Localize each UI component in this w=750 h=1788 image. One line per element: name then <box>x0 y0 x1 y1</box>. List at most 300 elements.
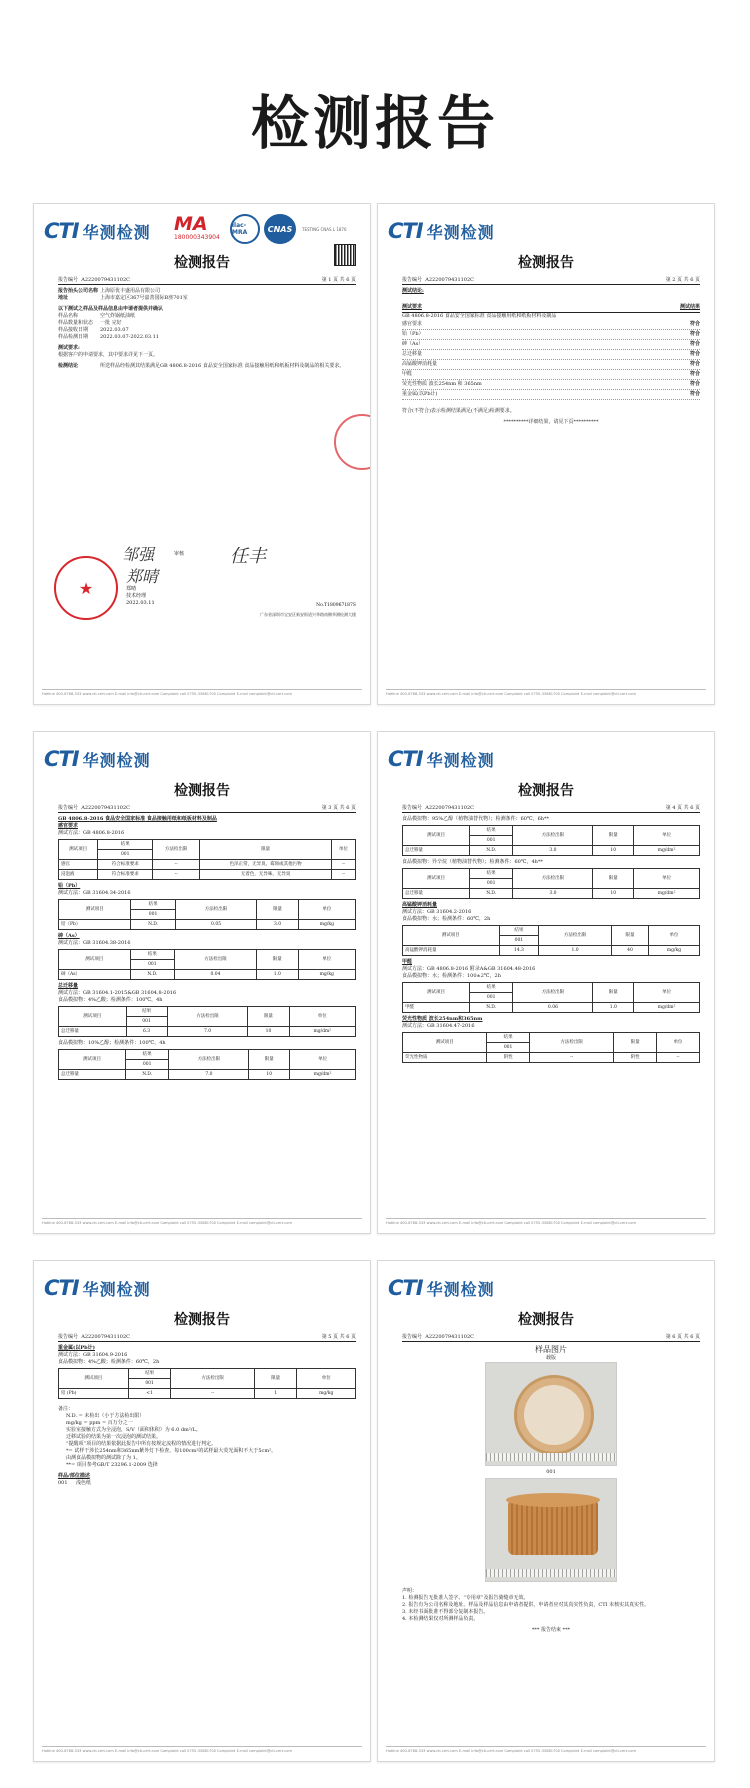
th-sub: 001 <box>499 936 539 946</box>
cell: 14.3 <box>499 946 539 956</box>
th-sub: 001 <box>469 836 513 846</box>
field-key: 样品检测日期 <box>58 334 89 340</box>
summary-item <box>402 380 700 390</box>
cell: 砷（As） <box>59 970 131 980</box>
item-name: 感官要求 <box>402 321 423 327</box>
th: 结果 <box>128 1369 171 1379</box>
cell: mg/dm² <box>290 1070 356 1080</box>
summary-item <box>402 360 700 370</box>
cell: 无着色，无异味，无异臭 <box>200 870 332 880</box>
item-result: 符合 <box>689 331 700 337</box>
th: 限量 <box>256 950 298 970</box>
cell: 7.0 <box>167 1027 248 1037</box>
th: 方法检出限 <box>171 1369 255 1389</box>
th: 结果 <box>130 950 175 960</box>
sample-photo-top <box>485 1362 617 1466</box>
doc-title: 检测报告 <box>518 255 574 271</box>
cell: mg/kg <box>298 920 355 930</box>
th: 结果 <box>126 1007 167 1017</box>
condition-line: 食品模拟物：95%乙醇（植物油替代物）；检测条件：60℃，6h** <box>402 816 549 822</box>
report-page-4[interactable] <box>377 731 715 1234</box>
th: 单位 <box>634 826 700 846</box>
field-value: 上海市嘉定区367号嘉善国际B座701室 <box>100 295 188 301</box>
item-name: 总迁移量 <box>402 351 423 357</box>
th: 限量 <box>257 900 299 920</box>
cell: 3.0 <box>513 889 593 899</box>
th: 限量 <box>593 983 634 1003</box>
th: 结果 <box>487 1033 530 1043</box>
sample-row <box>58 320 356 327</box>
doc-title: 检测报告 <box>174 1312 230 1328</box>
company-seal-icon: ★ <box>54 556 118 620</box>
cell: 总迁移量 <box>59 1070 126 1080</box>
certification-logos <box>174 214 347 244</box>
field-key: 样品数量和状态 <box>58 320 94 326</box>
cell: mg/kg <box>648 946 699 956</box>
cti-logo-cn: 华测检测 <box>426 750 495 770</box>
cell: 总迁移量 <box>403 889 470 899</box>
th: 单位 <box>331 840 355 860</box>
condition-line: 食品模拟物：10%乙醇；检测条件：100℃，4h <box>58 1040 166 1046</box>
signer-block <box>126 586 155 607</box>
sample-id: 001 <box>58 1480 68 1486</box>
page-3-body <box>58 816 356 1083</box>
summary-item <box>402 320 700 330</box>
th: 测试项目 <box>59 840 98 860</box>
sample-row <box>58 327 356 334</box>
report-page-2[interactable] <box>377 203 715 705</box>
section-title: 高锰酸钾消耗量 <box>402 902 438 908</box>
review-label: 审核 <box>174 551 185 557</box>
page-1-body <box>58 288 356 370</box>
description-row <box>58 1480 356 1487</box>
page-footer: Hotline 400-6788-333 www.cti-cert.com E-mail info@cti-cert.com Complaint call 0755-33681700 Complaint E-mail complaint@cti-cert.com <box>386 1746 706 1753</box>
th: 方法检出限 <box>175 950 257 970</box>
page-number: 第 4 页 共 6 页 <box>665 805 700 811</box>
col-item: 测试要求 <box>402 304 423 310</box>
result-table <box>402 868 700 899</box>
result-table <box>402 825 700 856</box>
cell: mg/kg <box>298 970 355 980</box>
cti-logo-text: CTI <box>388 1276 423 1300</box>
th: 单位 <box>298 950 355 970</box>
field-key: 地址 <box>58 295 69 301</box>
field-value: 2022.03.07-2022.03.11 <box>100 334 159 340</box>
cell: <1 <box>128 1389 171 1399</box>
sample-photo-side <box>485 1478 617 1582</box>
sample-row <box>58 313 356 320</box>
doc-title: 检测报告 <box>174 783 230 799</box>
th-sub: 001 <box>98 850 153 860</box>
method-line: 测试方法：GB 31604.2-2016 <box>402 909 472 915</box>
page-number: 第 6 页 共 6 页 <box>665 1334 700 1340</box>
signer-title: 技术经理 <box>126 593 147 599</box>
description-label: 样品/部位描述 <box>58 1473 90 1479</box>
cti-logo-text: CTI <box>388 747 423 771</box>
table-row <box>59 1389 356 1399</box>
note-item: *= 试样干涉长254nm和365nm紫外灯下检查，每100cm²的试样最大荧光面积不大于5cm²。 <box>66 1448 277 1454</box>
section-title: 铅（Pb） <box>58 883 81 889</box>
report-header-line <box>402 1333 700 1342</box>
cell: N.D. <box>469 846 513 856</box>
th: 单位 <box>297 1369 356 1389</box>
page-5-body <box>58 1345 356 1487</box>
cell: 0.04 <box>175 970 257 980</box>
note-item: 实验室接触方式为全浸泡，S/V（面积体积）为 6.0 dm²/L。 <box>66 1427 201 1433</box>
cell: -- <box>331 860 355 870</box>
item-result: 符合 <box>689 351 700 357</box>
th: 方法检出限 <box>175 900 257 920</box>
th: 限量 <box>200 840 332 860</box>
cti-logo-text: CTI <box>44 219 79 243</box>
item-result: 符合 <box>689 361 700 367</box>
result-table <box>58 1006 356 1037</box>
table-row <box>59 970 356 980</box>
table-row <box>59 920 356 930</box>
signature-1: 邹强 <box>122 545 155 564</box>
cell: -- <box>331 870 355 880</box>
col-result: 测试结果 <box>679 304 700 310</box>
page-number: 第 2 页 共 6 页 <box>665 277 700 283</box>
method-line: 测试方法：GB 4806.8-2016 <box>58 830 125 836</box>
page-2-body <box>402 288 700 426</box>
reference-no: No.T180967187S <box>316 603 356 608</box>
report-end: *** 报告结束 *** <box>531 1627 571 1633</box>
cma-mark: MA <box>174 213 208 235</box>
page-title: 检测报告 <box>250 89 499 157</box>
condition-line: 食品模拟物：4%乙酸；检测条件：100℃，4h <box>58 997 163 1003</box>
report-header-line <box>402 804 700 813</box>
condition-line: 食品模拟物：水；检测条件：60℃，2h <box>402 916 491 922</box>
field-key: 样品名称 <box>58 313 79 319</box>
cell: mg/dm² <box>634 1003 700 1013</box>
item-name: 重金属(以Pb计) <box>402 391 438 397</box>
cnas-icon: CNAS <box>264 214 296 244</box>
field-row <box>58 295 356 302</box>
th: 测试项目 <box>59 900 131 920</box>
condition-line: 食品模拟物：异辛烷（植物油替代物）；检测条件：60℃，4h** <box>402 859 543 865</box>
cell: 总迁移量 <box>403 846 470 856</box>
statement-item: 2. 报告有为公司名称及地址、样品及样品信息由申请者提供，申请者应对其真实性负责，CTI 未核实其真实性。 <box>402 1602 650 1608</box>
th-sub: 001 <box>469 993 513 1003</box>
th-sub: 001 <box>469 879 513 889</box>
cti-logo-cn: 华测检测 <box>426 1279 495 1299</box>
th: 测试项目 <box>59 1369 129 1389</box>
note-item: 由测食品模拟物的测试除了为 1。 <box>66 1455 141 1461</box>
doc-title: 检测报告 <box>518 1312 574 1328</box>
field-value: 一批 完好 <box>100 320 122 326</box>
report-header-line <box>58 1333 356 1342</box>
cell: 荧光性物质 <box>403 1053 487 1063</box>
th-sub: 001 <box>128 1379 171 1389</box>
report-no-label: 报告编号 <box>58 1334 79 1340</box>
note-item: N.D. = 未检出（小于方法检出限） <box>66 1413 145 1419</box>
cti-logo-cn: 华测检测 <box>82 222 151 242</box>
result-table <box>402 925 700 956</box>
statement-item: 3. 未经书面批准不得部分复制本报告。 <box>402 1609 489 1615</box>
cell: mg/dm² <box>634 889 700 899</box>
page-footer: Hotline 400-6788-333 www.cti-cert.com E-mail info@cti-cert.com Complaint call 0755-33681700 Complaint E-mail complaint@cti-cert.com <box>386 689 706 696</box>
cell: mg/kg <box>297 1389 356 1399</box>
page-number: 第 5 页 共 6 页 <box>321 1334 356 1340</box>
field-key: 报告抬头公司名称 <box>58 288 99 294</box>
th: 方法检出限 <box>513 869 593 889</box>
cma-seal-icon <box>174 214 226 244</box>
method-line: 测试方法：GB 31604.34-2016 <box>58 890 131 896</box>
cti-logo <box>44 1275 151 1301</box>
item-name: 高锰酸钾消耗量 <box>402 361 438 367</box>
cma-number: 180000343904 <box>174 234 220 241</box>
th: 测试项目 <box>59 1007 127 1027</box>
table-row <box>59 1027 356 1037</box>
th: 测试项目 <box>403 1033 487 1053</box>
stamp-seal-icon <box>334 414 371 470</box>
item-result: 符合 <box>689 321 700 327</box>
th: 限量 <box>248 1007 289 1027</box>
cell: 色泽正常，无异臭、霉斑或其他污物 <box>200 860 332 870</box>
cell: -- <box>657 1053 700 1063</box>
th: 限量 <box>254 1369 297 1389</box>
sample-desc: 浅色纸 <box>76 1480 92 1486</box>
cti-logo-cn: 华测检测 <box>82 1279 151 1299</box>
sign-date: 2022.03.11 <box>126 600 155 606</box>
statement-item: 4. 本检测结果仅对所测样品负责。 <box>402 1616 479 1622</box>
notes-list <box>58 1413 356 1469</box>
cti-logo-text: CTI <box>44 747 79 771</box>
field-value: 2022.03.07 <box>100 327 129 333</box>
cell: -- <box>530 1053 614 1063</box>
report-no: A2220079431102C <box>81 277 130 283</box>
statement-label: 声明： <box>402 1588 418 1594</box>
cell: 0.05 <box>175 920 257 930</box>
report-no-label: 报告编号 <box>402 805 423 811</box>
cell: 10 <box>593 846 634 856</box>
cell: -- <box>171 1389 255 1399</box>
table-row <box>403 846 700 856</box>
signature-2: 任丰 <box>230 546 266 567</box>
th: 单位 <box>634 869 700 889</box>
report-no: A2220079431102C <box>425 805 474 811</box>
report-page-5[interactable] <box>33 1260 371 1762</box>
th: 单位 <box>657 1033 700 1053</box>
cell: 10 <box>593 889 634 899</box>
summary-item <box>402 330 700 340</box>
photos-title: 样品图片 <box>535 1345 567 1354</box>
cell: 3.0 <box>257 920 299 930</box>
section-title: 甲醛 <box>402 959 413 965</box>
summary-item <box>402 390 700 400</box>
standard-line: GB 4806.8-2016 食品安全国家标准 食品接触用纸和纸板材料及制品 <box>402 313 557 319</box>
th: 单位 <box>298 900 355 920</box>
item-name: 砷（As） <box>402 341 424 347</box>
result-table <box>402 1032 700 1063</box>
th-sub: 001 <box>125 1060 169 1070</box>
cell: 40 <box>611 946 648 956</box>
th: 方法检出限 <box>169 1050 249 1070</box>
page-footer: Hotline 400-6788-333 www.cti-cert.com E-mail info@cti-cert.com Complaint call 0755-33681700 Complaint E-mail complaint@cti-cert.com <box>42 1218 362 1225</box>
note-item: **= 项目参考GB/T 23296.1-2009 选择 <box>66 1462 158 1468</box>
th: 单位 <box>289 1007 355 1027</box>
cell: 1.0 <box>593 1003 634 1013</box>
cell: 阴性 <box>487 1053 530 1063</box>
report-no-label: 报告编号 <box>58 805 79 811</box>
cti-logo <box>388 218 495 244</box>
cell: 0.06 <box>513 1003 593 1013</box>
report-header-line <box>58 276 356 285</box>
table-row <box>59 870 356 880</box>
requirement-label: 测试要求: <box>58 345 80 351</box>
th: 结果 <box>469 983 513 993</box>
item-result: 符合 <box>689 371 700 377</box>
cti-logo <box>388 1275 495 1301</box>
item-result: 符合 <box>689 341 700 347</box>
cell: 6.3 <box>126 1027 167 1037</box>
table-row <box>59 860 356 870</box>
cell: N.D. <box>130 970 175 980</box>
photo-label: 001 <box>546 1469 556 1475</box>
th: 测试项目 <box>403 826 470 846</box>
cell: mg/dm² <box>289 1027 355 1037</box>
cell: 10 <box>249 1070 290 1080</box>
item-name: 甲醛 <box>402 371 413 377</box>
item-name: 荧光性物质 波长254nm 和 365nm <box>402 381 482 387</box>
cell: 铅（Pb） <box>59 920 131 930</box>
th: 结果 <box>131 900 175 910</box>
sample-intro: 以下测试之样品及样品信息由申请者提供并确认 <box>58 306 164 312</box>
doc-title: 检测报告 <box>174 255 230 271</box>
summary-label: 测试结论: <box>402 288 424 294</box>
method-line: 测试方法：GB 31604.1-2015&GB 31604.8-2016 <box>58 990 177 996</box>
result-note: 符合(不符合)表示检测结果满足(不满足)检测要求。 <box>402 408 515 414</box>
report-page-3[interactable] <box>33 731 371 1234</box>
note-item: mg/kg = ppm = 百万分之一 <box>66 1420 133 1426</box>
cell: 总迁移量 <box>59 1027 127 1037</box>
page-footer: Hotline 400-6788-333 www.cti-cert.com E-mail info@cti-cert.com Complaint call 0755-33681700 Complaint E-mail complaint@cti-cert.com <box>386 1218 706 1225</box>
table-row <box>403 946 700 956</box>
report-no: A2220079431102C <box>81 805 130 811</box>
th: 结果 <box>499 926 539 936</box>
authority-address: 广东省深圳市宝安区新安街道兴华路南侧华测检测大楼 <box>260 612 356 617</box>
ilac-mra-icon: ilac-MRA <box>230 214 260 244</box>
page-footer: Hotline 400-6788-333 www.cti-cert.com E-mail info@cti-cert.com Complaint call 0755-33681700 Complaint E-mail complaint@cti-cert.com <box>42 1746 362 1753</box>
cell: 阴性 <box>614 1053 657 1063</box>
th: 单位 <box>634 983 700 1003</box>
summary-item <box>402 370 700 380</box>
section-title: 感官要求 <box>58 823 79 829</box>
cell: 甲醛 <box>403 1003 470 1013</box>
result-table <box>58 839 356 880</box>
cell: -- <box>153 860 200 870</box>
photo-label: 载版 <box>545 1355 556 1361</box>
th: 限量 <box>611 926 648 946</box>
th-sub: 001 <box>130 960 175 970</box>
conclusion-row <box>58 363 356 370</box>
cell: N.D. <box>131 920 175 930</box>
th: 结果 <box>469 826 513 836</box>
report-no-label: 报告编号 <box>402 1334 423 1340</box>
method-line: 测试方法：GB 31604.47-2016 <box>402 1023 475 1029</box>
cti-logo-text: CTI <box>388 219 423 243</box>
cnas-note: TESTING CNAS L 1876 <box>302 226 347 232</box>
condition-line: 食品模拟物：4%乙酸；检测条件：60℃，2h <box>58 1359 160 1365</box>
item-result: 符合 <box>689 381 700 387</box>
summary-item <box>402 340 700 350</box>
signature-3: 郑晴 <box>126 567 159 586</box>
th: 单位 <box>290 1050 356 1070</box>
th-sub: 001 <box>126 1017 167 1027</box>
section-title: 砷（As） <box>58 933 80 939</box>
th: 测试项目 <box>59 1050 126 1070</box>
conclusion-text: 所送样品经检测其结果满足GB 4806.8-2016 食品安全国家标准 食品接触用纸和纸板材料及制品的相关要求。 <box>100 363 345 369</box>
th: 结果 <box>98 840 153 850</box>
report-no: A2220079431102C <box>81 1334 130 1340</box>
cell: 符合标准要求 <box>98 860 153 870</box>
cell: 铅 (Pb) <box>59 1389 129 1399</box>
condition-line: 食品模拟物：水；检测条件：100±2℃，2h <box>402 973 501 979</box>
cell: 感官 <box>59 860 98 870</box>
note-item: “提醒项”项目的结果依据此报告中所有按规定流程的情况进行判定。 <box>66 1441 217 1447</box>
th: 限量 <box>249 1050 290 1070</box>
th: 限量 <box>593 869 634 889</box>
report-page-1[interactable] <box>33 203 371 705</box>
cell: 符合标准要求 <box>98 870 153 880</box>
th: 测试项目 <box>403 926 500 946</box>
th: 测试项目 <box>59 950 131 970</box>
notes-label: 备注： <box>58 1406 74 1412</box>
table-row <box>403 1003 700 1013</box>
cell: mg/dm² <box>634 846 700 856</box>
th-sub: 001 <box>131 910 175 920</box>
table-row <box>403 889 700 899</box>
method-line: 测试方法：GB 31604.38-2016 <box>58 940 131 946</box>
field-value: 空气炸锅纸油纸 <box>100 313 136 319</box>
cti-logo-text: CTI <box>44 1276 79 1300</box>
report-page-6[interactable] <box>377 1260 715 1762</box>
th: 测试项目 <box>403 869 470 889</box>
note-item: 迁移试验的结果为第一次浸泡的测试结果。 <box>66 1434 162 1440</box>
method-line: 测试方法：GB 31604.9-2016 <box>58 1352 128 1358</box>
th: 方法检出限 <box>513 983 593 1003</box>
signer-name: 郑晴 <box>126 586 137 592</box>
details-follow: **********详细结果，请见下页********** <box>503 419 599 425</box>
cell: 1 <box>254 1389 297 1399</box>
th: 限量 <box>614 1033 657 1053</box>
cell: N.D. <box>469 1003 513 1013</box>
cti-logo-cn: 华测检测 <box>426 222 495 242</box>
section-title: 总迁移量 <box>58 983 79 989</box>
page-number: 第 1 页 共 6 页 <box>321 277 356 283</box>
statement-item: 1. 检测报告无批准人签字、“专用章”及报告骑缝章无效。 <box>402 1595 529 1601</box>
standard-line: GB 4806.8-2016 食品安全国家标准 食品接触用纸和纸板材料及制品 <box>58 816 217 822</box>
field-key: 样品接收日期 <box>58 327 89 333</box>
result-table <box>58 1049 356 1080</box>
cell: 高锰酸钾消耗量 <box>403 946 500 956</box>
field-row <box>58 288 356 295</box>
item-result: 符合 <box>689 391 700 397</box>
doc-title: 检测报告 <box>518 783 574 799</box>
cell: 7.0 <box>169 1070 249 1080</box>
th: 方法检出限 <box>167 1007 248 1027</box>
cti-logo <box>44 746 151 772</box>
cell: 1.0 <box>539 946 612 956</box>
th: 结果 <box>125 1050 169 1060</box>
result-table <box>58 949 356 980</box>
th: 方法检出限 <box>513 826 593 846</box>
requirement-text: 根据客户的申请要求，其中要求详见下一页。 <box>58 352 159 358</box>
page-6-body <box>402 1345 700 1634</box>
th: 结果 <box>469 869 513 879</box>
cell: 10 <box>248 1027 289 1037</box>
